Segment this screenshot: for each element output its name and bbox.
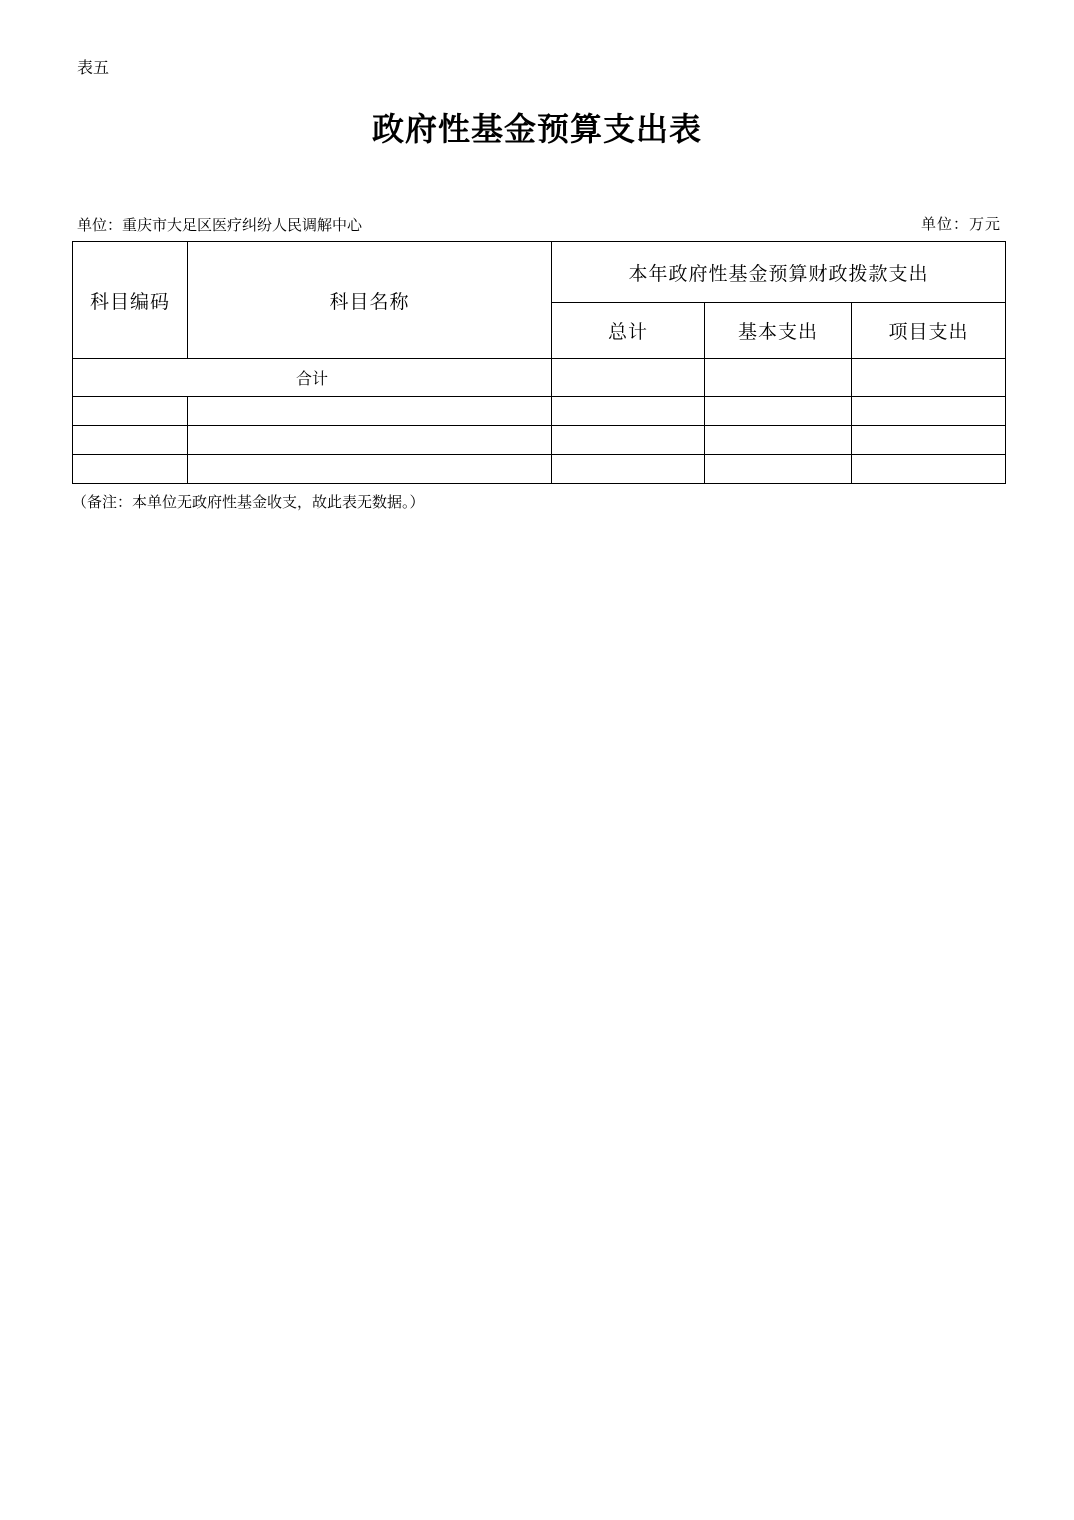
row-code — [73, 426, 188, 455]
row-name — [188, 426, 552, 455]
table-row — [73, 397, 1006, 426]
header-total: 总计 — [552, 303, 705, 359]
row-code — [73, 397, 188, 426]
header-project-expenditure: 项目支出 — [852, 303, 1006, 359]
header-subject-code: 科目编码 — [73, 242, 188, 359]
total-row — [73, 359, 1006, 397]
unit-currency: 单位：万元 — [920, 215, 1001, 233]
table-number-label: 表五 — [77, 58, 110, 77]
row-code — [73, 455, 188, 484]
row-project — [852, 455, 1006, 484]
row-name — [188, 397, 552, 426]
total-row-total — [552, 359, 705, 397]
row-basic — [705, 426, 852, 455]
row-project — [852, 426, 1006, 455]
page-title: 政府性基金预算支出表 — [371, 110, 702, 148]
row-basic — [705, 397, 852, 426]
row-total — [552, 455, 705, 484]
header-fund-expenditure-group: 本年政府性基金预算财政拨款支出 — [552, 242, 1006, 303]
total-row-label: 合计 — [73, 359, 552, 397]
budget-table — [72, 241, 1006, 484]
total-row-project — [852, 359, 1006, 397]
unit-organization: 单位：重庆市大足区医疗纠纷人民调解中心 — [77, 216, 363, 234]
row-total — [552, 426, 705, 455]
row-project — [852, 397, 1006, 426]
header-row-top — [73, 242, 1006, 303]
row-basic — [705, 455, 852, 484]
table-row — [73, 455, 1006, 484]
header-basic-expenditure: 基本支出 — [705, 303, 852, 359]
row-total — [552, 397, 705, 426]
table-row — [73, 426, 1006, 455]
total-row-basic — [705, 359, 852, 397]
row-name — [188, 455, 552, 484]
header-subject-name: 科目名称 — [188, 242, 552, 359]
footnote: （备注：本单位无政府性基金收支，故此表无数据。） — [72, 493, 425, 511]
